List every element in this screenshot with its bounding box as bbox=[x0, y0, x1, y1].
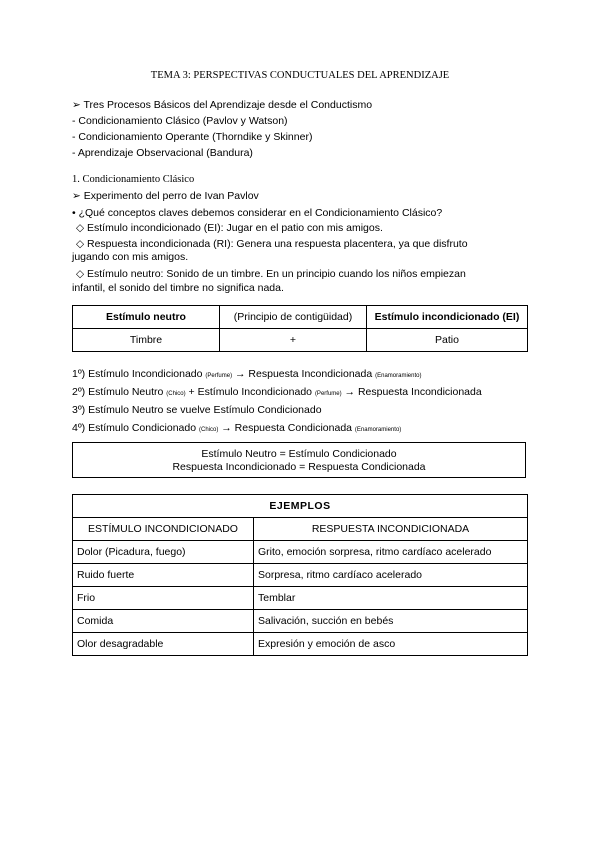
table-cell: Grito, emoción sorpresa, ritmo cardíaco acelerado bbox=[254, 541, 528, 564]
table-cell: Olor desagradable bbox=[73, 633, 254, 656]
table-row bbox=[73, 541, 528, 564]
table-cell: Timbre bbox=[73, 329, 220, 352]
step-example: (Enamoramiento) bbox=[375, 373, 422, 379]
step-example: (Chico) bbox=[198, 427, 219, 433]
intro-item: - Condicionamiento Operante (Thorndike y Skinner) bbox=[72, 131, 313, 143]
step-example: (Perfume) bbox=[205, 373, 233, 379]
table-cell: Comida bbox=[73, 610, 254, 633]
step-4 bbox=[72, 422, 401, 434]
concept-ei: ◇ Estímulo incondicionado (EI): Jugar en el patio con mis amigos. bbox=[76, 222, 383, 234]
table-header-cell: (Principio de contigüidad) bbox=[220, 306, 367, 329]
table-header-cell: RESPUESTA INCONDICIONADA bbox=[254, 518, 528, 541]
section-heading: 1. Condicionamiento Clásico bbox=[72, 174, 195, 185]
table-cell: + bbox=[220, 329, 367, 352]
concept-ri-cont: jugando con mis amigos. bbox=[72, 251, 189, 263]
table-title: EJEMPLOS bbox=[73, 495, 528, 518]
table-header-row bbox=[73, 518, 528, 541]
step-example: (Perfume) bbox=[314, 391, 342, 397]
page-title: TEMA 3: PERSPECTIVAS CONDUCTUALES DEL APRENDIZAJE bbox=[150, 70, 450, 81]
table-cell: Frio bbox=[73, 587, 254, 610]
table-title-row bbox=[73, 495, 528, 518]
table-row bbox=[73, 633, 528, 656]
table-row bbox=[73, 329, 528, 352]
step-text: 1º) Estímulo Incondicionado bbox=[72, 368, 206, 380]
table-row bbox=[73, 587, 528, 610]
concept-en-cont: infantil, el sonido del timbre no significa nada. bbox=[72, 282, 284, 294]
table-header-row bbox=[73, 306, 528, 329]
table-header-cell: ESTÍMULO INCONDICIONADO bbox=[73, 518, 254, 541]
equation-box bbox=[72, 442, 526, 478]
table-cell: Ruido fuerte bbox=[73, 564, 254, 587]
table-header-cell: Estímulo incondicionado (EI) bbox=[367, 306, 528, 329]
step-text: 4º) Estímulo Condicionado bbox=[72, 422, 199, 434]
intro-item: - Condicionamiento Clásico (Pavlov y Watson) bbox=[72, 115, 288, 127]
step-3: 3º) Estímulo Neutro se vuelve Estímulo Condicionado bbox=[72, 404, 322, 416]
contiguity-table bbox=[72, 305, 528, 352]
concept-en: ◇ Estímulo neutro: Sonido de un timbre. En un principio cuando los niños empiezan bbox=[76, 268, 466, 280]
equation-line: Estímulo Neutro = Estímulo Condicionado bbox=[201, 448, 397, 460]
equation-line: Respuesta Incondicionado = Respuesta Condicionada bbox=[172, 461, 426, 473]
intro-item: - Aprendizaje Observacional (Bandura) bbox=[72, 147, 253, 159]
table-cell: Salivación, succión en bebés bbox=[254, 610, 528, 633]
experiment-line: ➢ Experimento del perro de Ivan Pavlov bbox=[72, 190, 259, 202]
step-example: (Chico) bbox=[166, 391, 186, 397]
concept-ri: ◇ Respuesta incondicionada (RI): Genera una respuesta placentera, ya que disfruto bbox=[76, 238, 468, 250]
step-text: + Estímulo Incondicionado bbox=[185, 386, 315, 398]
intro-heading: ➢ Tres Procesos Básicos del Aprendizaje desde el Conductismo bbox=[72, 99, 373, 111]
table-row bbox=[73, 564, 528, 587]
step-example: (Enamoramiento) bbox=[354, 427, 402, 433]
step-text: → Respuesta Condicionada bbox=[218, 422, 355, 434]
table-cell: Expresión y emoción de asco bbox=[254, 633, 528, 656]
step-2 bbox=[72, 386, 482, 398]
step-text: → Respuesta Incondicionada bbox=[341, 386, 482, 398]
table-cell: Temblar bbox=[254, 587, 528, 610]
step-1 bbox=[72, 368, 421, 380]
table-cell: Sorpresa, ritmo cardíaco acelerado bbox=[254, 564, 528, 587]
step-text: 2º) Estímulo Neutro bbox=[72, 386, 167, 398]
table-header-cell: Estímulo neutro bbox=[73, 306, 220, 329]
table-cell: Dolor (Picadura, fuego) bbox=[73, 541, 254, 564]
examples-table bbox=[72, 494, 528, 656]
step-text: → Respuesta Incondicionada bbox=[232, 368, 376, 380]
question-line: • ¿Qué conceptos claves debemos considerar en el Condicionamiento Clásico? bbox=[72, 207, 443, 219]
table-cell: Patio bbox=[367, 329, 528, 352]
table-row bbox=[73, 610, 528, 633]
